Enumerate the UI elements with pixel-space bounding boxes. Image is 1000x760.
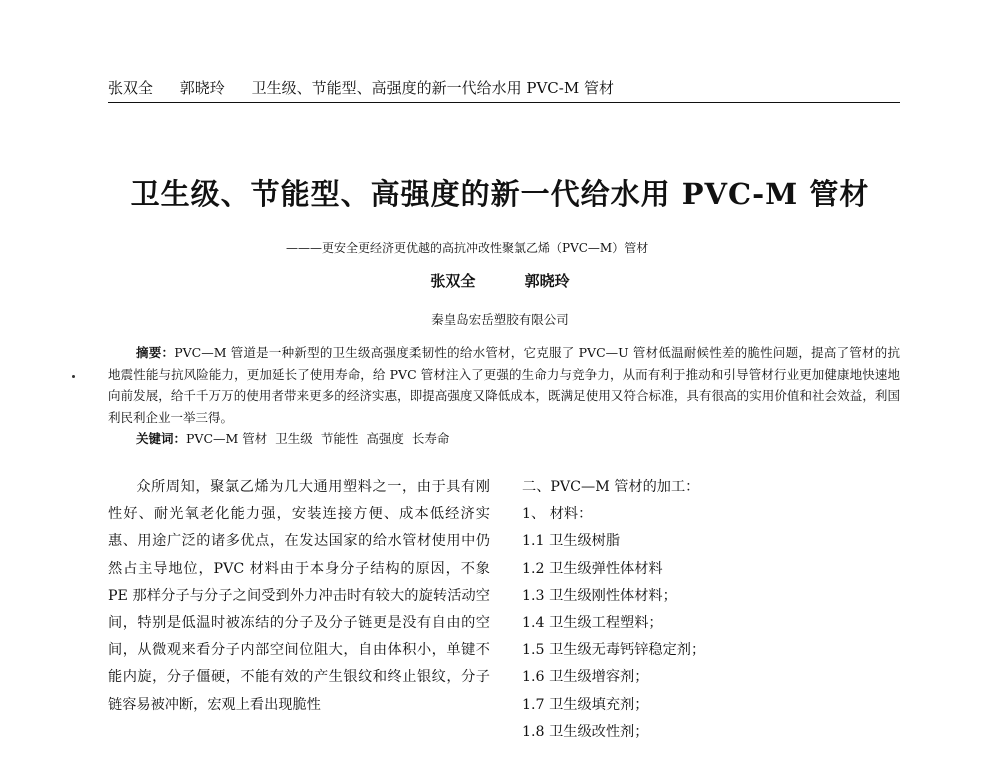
- keywords-label: 关键词：: [136, 431, 187, 447]
- list-item: 1.2 卫生级弹性体材料: [522, 560, 663, 577]
- keywords: [108, 428, 900, 450]
- running-header: [108, 78, 900, 103]
- list-item: 1.1 卫生级树脂: [522, 533, 621, 550]
- header-author-1: 张双全: [108, 79, 154, 97]
- abstract-label: 摘要：: [136, 345, 175, 360]
- keyword: 长寿命: [411, 431, 450, 447]
- header-author-2: 郭晓玲: [179, 79, 225, 97]
- body-right-column: [522, 474, 902, 746]
- list-item: 1.6 卫生级增容剂；: [522, 669, 649, 686]
- margin-mark: [72, 375, 75, 378]
- keyword: PVC—M 管材: [186, 431, 268, 447]
- abstract: [108, 342, 900, 450]
- section-heading: 二、PVC—M 管材的加工：: [522, 479, 700, 495]
- author-list: [0, 270, 1000, 292]
- keyword: 高强度: [366, 431, 404, 447]
- author-2: 郭晓玲: [524, 272, 570, 290]
- abstract-paragraph: [108, 342, 900, 428]
- list-item: 1.7 卫生级填充剂；: [522, 696, 649, 713]
- header-title: 卫生级、节能型、高强度的新一代给水用 PVC-M 管材: [251, 79, 614, 97]
- keyword: 节能性: [320, 431, 359, 447]
- paper-subtitle: ———更安全更经济更优越的高抗冲改性聚氯乙烯（PVC—M）管材: [286, 241, 649, 255]
- intro-paragraph: 众所周知，聚氯乙烯为几大通用塑料之一，由于具有刚性好、耐光氧老化能力强，安装连接方便、成本低经济实惠、用途广泛的诸多优点，在发达国家的给水管材使用中仍然占主导地位，PVC 材料由于本身分子结构的原因，不象 PE 那样分子与分子之间受到外力冲击时有较大的旋转活动空间，特别是低温时被冻结的分子及分子链更是没有自由的空间，从微观来看分子内部空间位阻大，自由体积小，单键不能内旋，分子僵硬，不能有效的产生银纹和终止银纹，分子链容易被冲断，宏观上看出现脆性: [108, 479, 490, 713]
- subsection-heading: 1、 材料：: [522, 506, 593, 523]
- author-1: 张双全: [430, 272, 476, 290]
- affiliation: 秦皇岛宏岳塑胶有限公司: [431, 312, 569, 327]
- list-item: 1.3 卫生级刚性体材料；: [522, 587, 677, 604]
- list-item: 1.8 卫生级改性剂；: [522, 723, 649, 740]
- keyword: 卫生级: [275, 431, 313, 447]
- body-left-column: [108, 474, 490, 719]
- abstract-text: PVC—M 管道是一种新型的卫生级高强度柔韧性的给水管材，它克服了 PVC—U 管材低温耐候性差的脆性问题，提高了管材的抗地震性能与抗风险能力，更加延长了使用寿命，给 PVC 管材注入了更强的生命力与竞争力，从而有利于推动和引导管材行业更加健康地快速地向前发展，给千千万万的使用者带来更多的经济实惠，即提高强度又降低成本，既满足使用又符合标准，具有很高的实用价值和社会效益，利国利民利企业一举三得。: [108, 345, 900, 425]
- list-item: 1.5 卫生级无毒钙锌稳定剂；: [522, 642, 706, 659]
- list-item: 1.4 卫生级工程塑料；: [522, 615, 663, 632]
- paper-title: 卫生级、节能型、高强度的新一代给水用 PVC-M 管材: [130, 177, 870, 211]
